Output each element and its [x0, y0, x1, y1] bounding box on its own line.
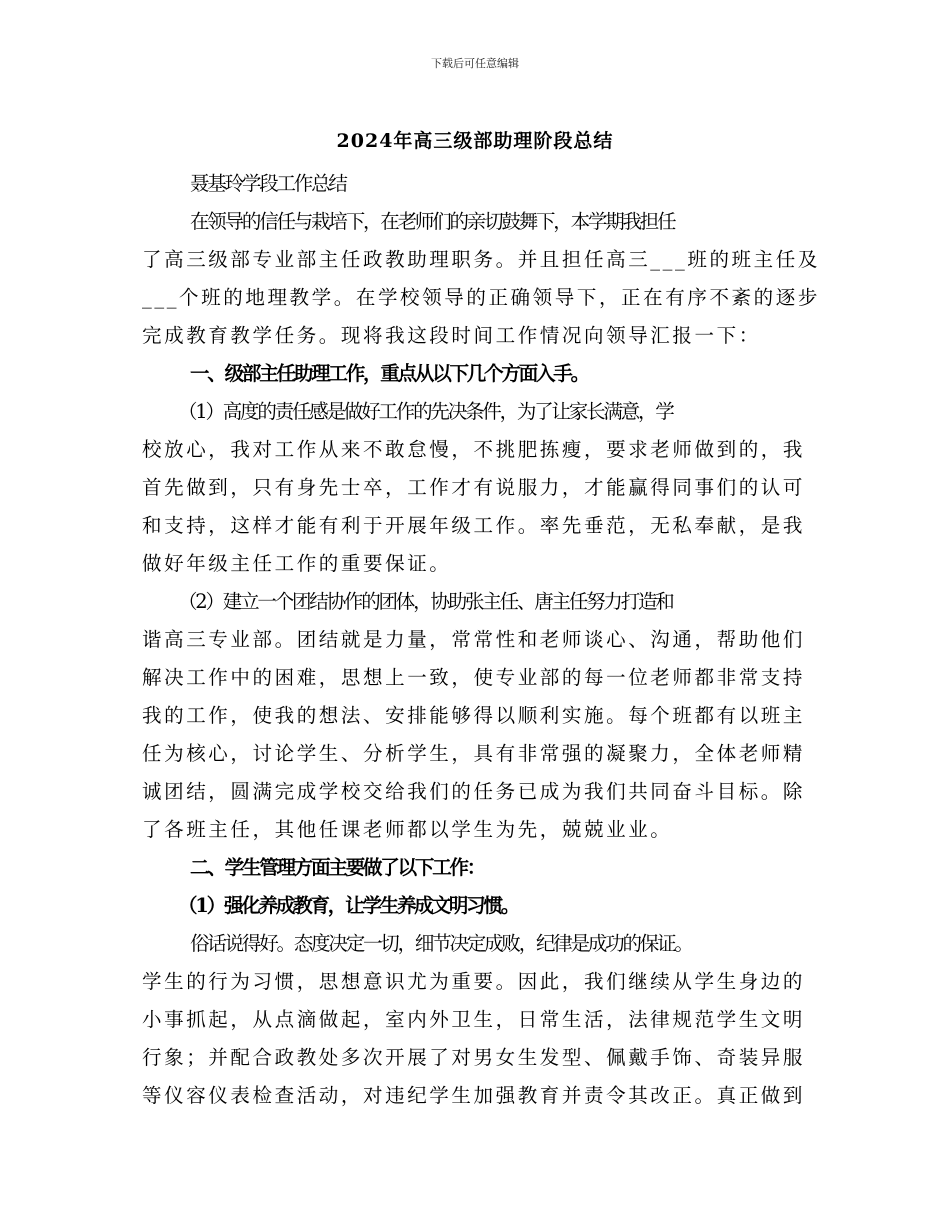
header-note: 下载后可任意编辑 — [431, 57, 519, 70]
text-line: 聂基玲学段工作总结 — [190, 172, 346, 195]
text-line: 解决工作中的困难，思想上一致，使专业部的每一位老师都非常支持 — [142, 666, 806, 689]
text-line: （1）高度的责任感是做好工作的先决条件，为了让家长满意，学 — [178, 400, 673, 423]
text-line: 小事抓起，从点滴做起，室内外卫生，日常生活，法律规范学生文明 — [142, 1008, 806, 1031]
text-line: 学生的行为习惯，思想意识尤为重要。因此，我们继续从学生身边的 — [142, 970, 806, 993]
section-heading: 二、学生管理方面主要做了以下工作： — [190, 856, 485, 879]
text-line: 俗话说得好。态度决定一切，细节决定成败，纪律是成功的保证。 — [190, 932, 692, 955]
text-line: 任为核心，讨论学生、分析学生，具有非常强的凝聚力，全体老师精 — [142, 742, 806, 765]
document-title: 2024年高三级部助理阶段总结 — [336, 130, 614, 152]
text-line: 行象；并配合政教处多次开展了对男女生发型、佩戴手饰、奇装异服 — [142, 1046, 806, 1069]
text-line: 在领导的信任与栽培下，在老师们的亲切鼓舞下，本学期我担任 — [190, 210, 675, 233]
text-line: 和支持，这样才能有利于开展年级工作。率先垂范，无私奉献，是我 — [142, 514, 806, 537]
text-line: 了高三级部专业部主任政教助理职务。并且担任高三___班的班主任及 — [142, 248, 820, 271]
text-line: 首先做到，只有身先士卒，工作才有说服力，才能赢得同事们的认可 — [142, 476, 806, 499]
text-line: 完成教育教学任务。现将我这段时间工作情况向领导汇报一下： — [142, 324, 761, 347]
text-line: 做好年级主任工作的重要保证。 — [142, 552, 452, 575]
text-line: （2）建立一个团结协作的团体，协助张主任、唐主任努力打造和 — [178, 590, 673, 613]
text-line: 了各班主任，其他任课老师都以学生为先，兢兢业业。 — [142, 818, 673, 841]
text-line: 我的工作，使我的想法、安排能够得以顺利实施。每个班都有以班主 — [142, 704, 806, 727]
section-heading: 一、级部主任助理工作，重点从以下几个方面入手。 — [190, 362, 588, 385]
text-line: 校放心，我对工作从来不敢怠慢，不挑肥拣瘦，要求老师做到的，我 — [142, 438, 806, 461]
text-line: 诚团结，圆满完成学校交给我们的任务已成为我们共同奋斗目标。除 — [142, 780, 806, 803]
text-line: 等仪容仪表检查活动，对违纪学生加强教育并责令其改正。真正做到 — [142, 1084, 806, 1107]
subsection-heading: （1）强化养成教育，让学生养成文明习惯。 — [178, 894, 519, 917]
text-line: ___个班的地理教学。在学校领导的正确领导下，正在有序不紊的逐步 — [142, 286, 820, 309]
text-line: 谐高三专业部。团结就是力量，常常性和老师谈心、沟通，帮助他们 — [142, 628, 806, 651]
